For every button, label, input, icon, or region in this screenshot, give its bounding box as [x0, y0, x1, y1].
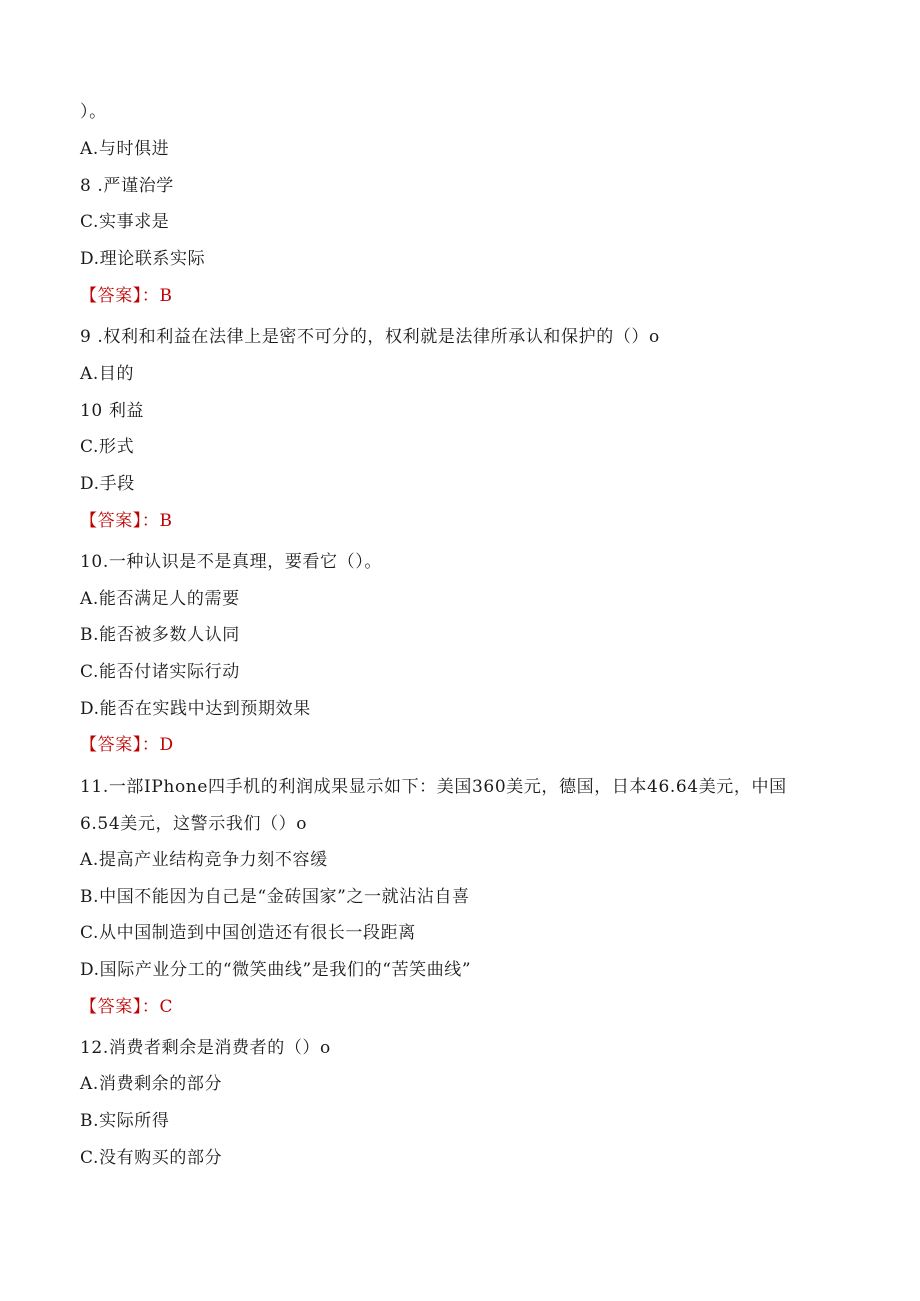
question-line: 6.54美元，这警示我们（）o [80, 814, 308, 834]
option-line: D.理论联系实际 [80, 249, 206, 269]
option-line: C.没有购买的部分 [80, 1148, 223, 1168]
option-line: B.能否被多数人认同 [80, 625, 240, 645]
option-line: A.与时俱进 [80, 139, 170, 159]
answer-line: 【答案】：B [80, 286, 173, 306]
answer-line: 【答案】：D [80, 735, 174, 755]
option-line: A.目的 [80, 364, 135, 384]
answer-line: 【答案】：C [80, 997, 174, 1017]
option-line: D.能否在实践中达到预期效果 [80, 699, 311, 719]
option-line: C.实事求是 [80, 212, 170, 232]
question-line: 11.一部IPhone四手机的利润成果显示如下：美国360美元，德国，日本46.64美元，中国 [80, 777, 787, 797]
option-line: A.能否满足人的需要 [80, 589, 240, 609]
text-line: ）。 [80, 102, 107, 122]
question-line: 12.消费者剩余是消费者的（）o [80, 1038, 331, 1058]
option-line: C.从中国制造到中国创造还有很长一段距离 [80, 923, 416, 943]
option-line: B.实际所得 [80, 1111, 170, 1131]
option-line: C.形式 [80, 437, 135, 457]
option-line: A.提高产业结构竞争力刻不容缓 [80, 850, 328, 870]
question-line: 10.一种认识是不是真理，要看它（）。 [80, 552, 382, 572]
option-line: B.中国不能因为自己是“金砖国家”之一就沾沾自喜 [80, 887, 470, 907]
option-line: A.消费剩余的部分 [80, 1074, 223, 1094]
option-line: 8 .严谨治学 [80, 176, 174, 196]
answer-line: 【答案】：B [80, 511, 173, 531]
option-line: D.手段 [80, 474, 135, 494]
option-line: 10 利益 [80, 401, 145, 421]
option-line: C.能否付诸实际行动 [80, 662, 240, 682]
question-line: 9 .权利和利益在法律上是密不可分的，权利就是法律所承认和保护的（）o [80, 327, 660, 347]
option-line: D.国际产业分工的“微笑曲线”是我们的“苦笑曲线” [80, 960, 472, 980]
